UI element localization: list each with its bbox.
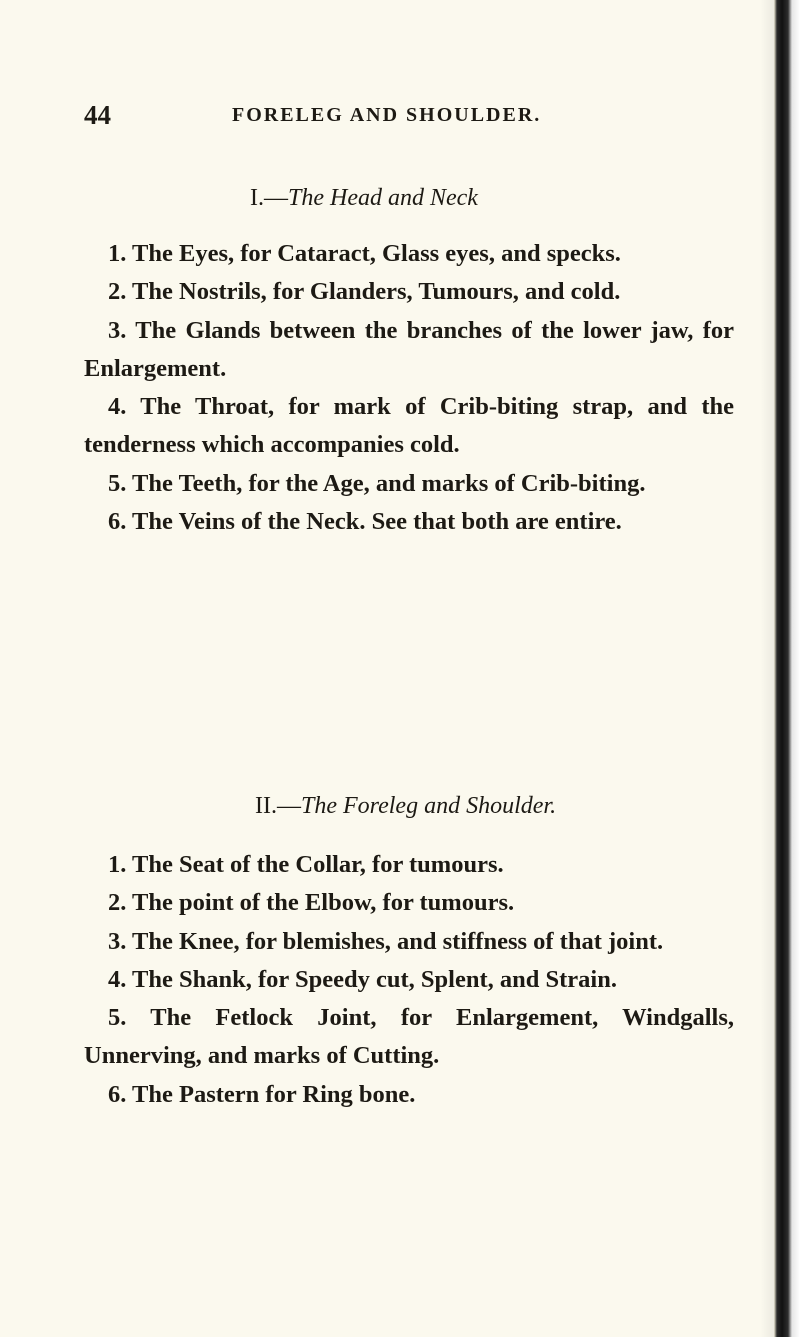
section-numeral: II.— [255, 793, 301, 819]
section-title-head-and-neck [250, 185, 478, 212]
list-item: 1. The Seat of the Collar, for tumours. [108, 851, 504, 878]
list-item: 1. The Eyes, for Cataract, Glass eyes, and specks. [108, 240, 621, 267]
list-item: 5. The Teeth, for the Age, and marks of Crib-biting. [108, 469, 646, 497]
list-item: 3. The Glands between the branches of the lower jaw, for Enlargement. [84, 316, 734, 382]
list-item: 2. The Nostrils, for Glanders, Tumours, and cold. [108, 278, 621, 306]
list-item: 2. The point of the Elbow, for tumours. [108, 889, 515, 917]
section-title-text: The Head and Neck [288, 185, 478, 211]
checklist-foreleg-and-shoulder [84, 846, 734, 1114]
section-numeral: I.— [250, 185, 288, 211]
page-number: 44 [84, 100, 111, 130]
list-item: 4. The Throat, for mark of Crib-biting strap, and the tenderness which accompanies cold. [84, 393, 734, 459]
list-item: 6. The Pastern for Ring bone. [108, 1080, 416, 1108]
section-title-text: The Foreleg and Shoulder. [300, 793, 557, 819]
book-binding-edge [774, 0, 800, 1337]
list-item: 3. The Knee, for blemishes, and stiffness of that joint. [108, 927, 664, 955]
page-gutter-shadow [760, 0, 774, 1337]
checklist-head-and-neck [84, 235, 734, 541]
list-item: 4. The Shank, for Speedy cut, Splent, and Strain. [108, 965, 617, 993]
list-item: 6. The Veins of the Neck. See that both are entire. [108, 508, 622, 536]
running-title: FORELEG AND SHOULDER. [232, 104, 542, 126]
list-item: 5. The Fetlock Joint, for Enlargement, Windgalls, Unnerving, and marks of Cutting. [84, 1004, 734, 1070]
running-head [84, 100, 744, 140]
section-title-foreleg-and-shoulder [255, 793, 556, 820]
